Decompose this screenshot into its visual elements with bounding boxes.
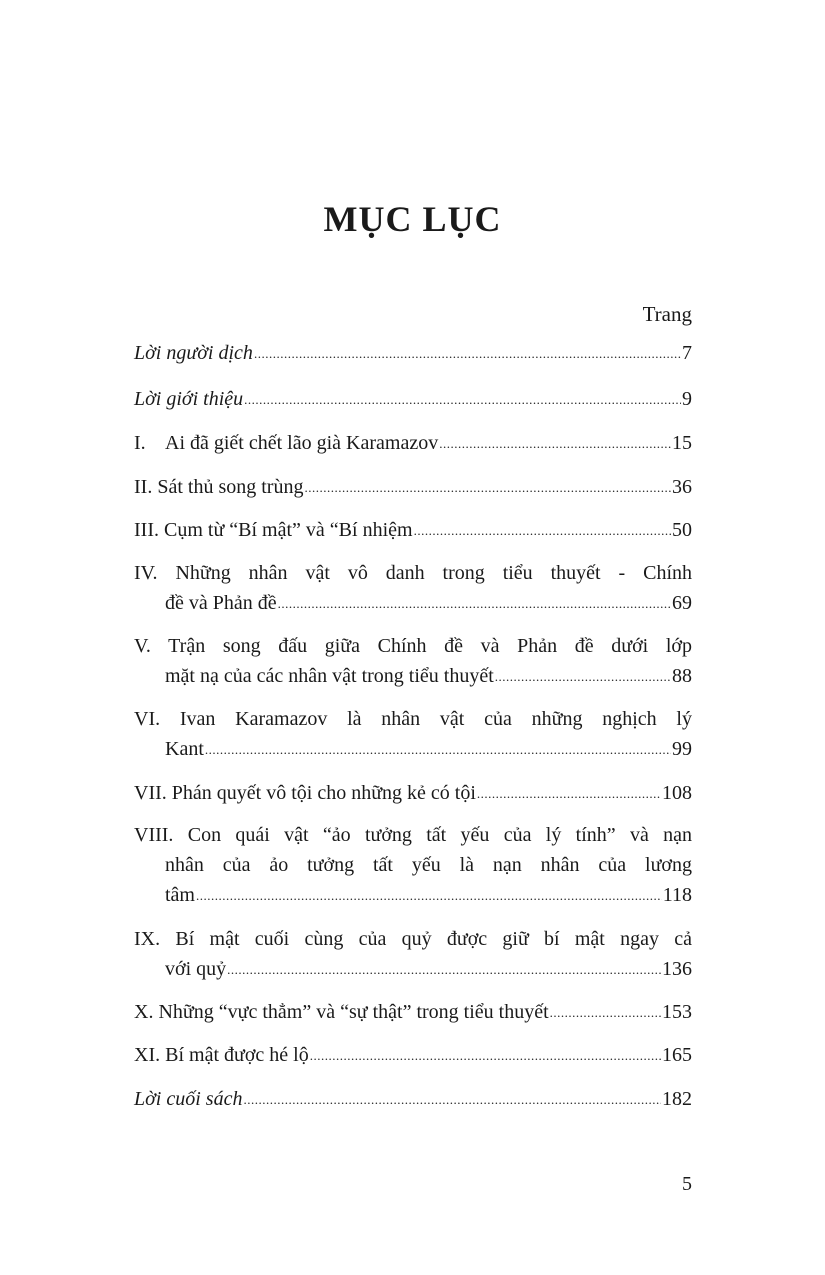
- toc-entry-page: 165: [662, 1044, 692, 1066]
- toc-entry-page: 136: [662, 958, 692, 980]
- toc-entry-translator-note[interactable]: [134, 342, 692, 372]
- toc-entry-chapter-4[interactable]: [134, 562, 692, 622]
- toc-entry-numeral: II.: [134, 476, 153, 498]
- toc-entry-title-cont: nhân của ảo tưởng tất yếu là nạn nhân của lương: [165, 854, 692, 876]
- toc-entry-chapter-9[interactable]: [134, 928, 692, 988]
- toc-entry-title: Ai đã giết chết lão già Karamazov: [165, 432, 439, 454]
- toc-entry-title: Phán quyết vô tội cho những kẻ có tội: [171, 782, 476, 804]
- toc-entry-afterword[interactable]: [134, 1088, 692, 1118]
- toc-entry-numeral: VI.: [134, 708, 161, 730]
- toc-entry-page: 36: [672, 476, 692, 498]
- toc-entry-title: Sát thủ song trùng: [157, 476, 304, 498]
- toc-entry-chapter-2[interactable]: [134, 476, 692, 506]
- toc-entry-numeral: X.: [134, 1001, 154, 1023]
- toc-entry-title-cont: đề và Phản đề: [165, 592, 277, 614]
- toc-entry-title: Trận song đấu giữa Chính đề và Phản đề dưới lớp: [168, 635, 692, 657]
- toc-entry-page: 153: [662, 1001, 692, 1023]
- dot-leader: [205, 742, 671, 758]
- dot-leader: [304, 480, 671, 496]
- toc-entry-title-cont: mặt nạ của các nhân vật trong tiểu thuyết: [165, 665, 494, 687]
- toc-entry-numeral: V.: [134, 635, 151, 657]
- toc-entry-introduction[interactable]: [134, 388, 692, 418]
- toc-entry-numeral: I.: [134, 432, 146, 454]
- toc-entry-page: 7: [682, 342, 692, 364]
- toc-entry-title-cont: Kant: [165, 738, 204, 760]
- toc-entry-chapter-7[interactable]: [134, 782, 692, 812]
- toc-entry-chapter-1[interactable]: [134, 432, 692, 462]
- toc-entry-numeral: IX.: [134, 928, 161, 950]
- toc-entry-title: Những nhân vật vô danh trong tiểu thuyết - Chính: [175, 562, 693, 584]
- toc-entry-page: 182: [662, 1088, 692, 1110]
- toc-entry-title: Bí mật được hé lộ: [165, 1044, 309, 1066]
- toc-entry-title: Lời cuối sách: [134, 1088, 243, 1110]
- toc-entry-title-cont: tâm: [165, 884, 195, 906]
- page-column-label: Trang: [642, 302, 692, 326]
- dot-leader: [278, 596, 671, 612]
- dot-leader: [254, 346, 681, 362]
- toc-entry-page: 9: [682, 388, 692, 410]
- dot-leader: [495, 669, 671, 685]
- dot-leader: [439, 436, 671, 452]
- toc-entry-title-cont: với quỷ: [165, 958, 227, 980]
- page-title: MỤC LỤC: [323, 199, 502, 239]
- toc-entry-chapter-5[interactable]: [134, 635, 692, 695]
- toc-entry-page: 50: [672, 519, 692, 541]
- dot-leader: [414, 523, 671, 539]
- dot-leader: [310, 1048, 661, 1064]
- toc-entry-page: 118: [662, 884, 692, 906]
- toc-entry-title: Bí mật cuối cùng của quỷ được giữ bí mật ngay cả: [175, 928, 693, 950]
- dot-leader: [243, 1092, 661, 1108]
- page-number: 5: [682, 1173, 692, 1195]
- toc-entry-chapter-6[interactable]: [134, 708, 692, 768]
- toc-entry-page: 88: [672, 665, 692, 687]
- toc-entry-title: Cụm từ “Bí mật” và “Bí nhiệm: [163, 519, 413, 541]
- toc-entry-chapter-3[interactable]: [134, 519, 692, 549]
- toc-entry-chapter-11[interactable]: [134, 1044, 692, 1074]
- toc-entry-chapter-10[interactable]: [134, 1001, 692, 1031]
- toc-entry-numeral: VII.: [134, 782, 167, 804]
- toc-entry-page: 108: [662, 782, 692, 804]
- dot-leader: [196, 888, 662, 904]
- toc-entry-title: Ivan Karamazov là nhân vật của những nghịch lý: [179, 708, 692, 730]
- toc-entry-title: Lời người dịch: [134, 342, 253, 364]
- toc-entry-page: 15: [672, 432, 692, 454]
- toc-entry-page: 99: [672, 738, 692, 760]
- toc-entry-numeral: XI.: [134, 1044, 161, 1066]
- toc-entry-title: Con quái vật “ảo tưởng tất yếu của lý tính” và nạn: [187, 824, 692, 846]
- toc-entry-numeral: III.: [134, 519, 159, 541]
- toc-entry-numeral: IV.: [134, 562, 158, 584]
- toc-entry-chapter-8[interactable]: [134, 824, 692, 914]
- toc-entry-numeral: VIII.: [134, 824, 174, 846]
- dot-leader: [550, 1005, 661, 1021]
- toc-entry-title: Lời giới thiệu: [134, 388, 244, 410]
- dot-leader: [244, 392, 681, 408]
- toc-entry-title: Những “vực thẳm” và “sự thật” trong tiểu thuyết: [158, 1001, 549, 1023]
- toc-entry-page: 69: [672, 592, 692, 614]
- dot-leader: [227, 962, 661, 978]
- dot-leader: [477, 786, 661, 802]
